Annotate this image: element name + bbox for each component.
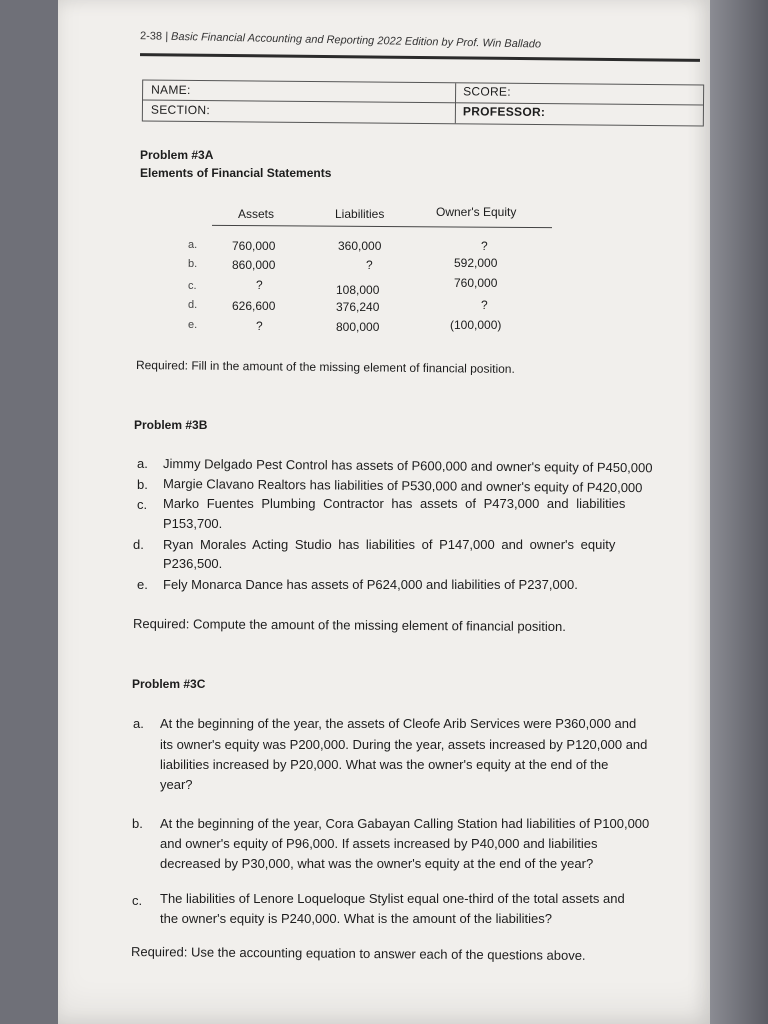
section-field-label: SECTION:: [150, 102, 211, 118]
item-letter: a.: [137, 456, 148, 471]
equity-value: 760,000: [454, 276, 498, 290]
item-text-line: decreased by P30,000, what was the owner's equity at the end of the year?: [160, 856, 594, 871]
liabilities-value: 800,000: [336, 320, 380, 334]
item-text-line: liabilities increased by P20,000. What was the owner's equity at the end of the: [160, 757, 609, 772]
required-text: Compute the amount of the missing element of financial position.: [192, 616, 566, 635]
required-text: Use the accounting equation to answer each of the questions above.: [190, 944, 586, 963]
item-text-line: Ryan Morales Acting Studio has liabilities of P147,000 and owner's equity: [163, 537, 616, 552]
item-text-line: Marko Fuentes Plumbing Contractor has assets of P473,000 and liabilities: [163, 496, 626, 511]
liabilities-value: ?: [366, 258, 373, 272]
row-letter: c.: [188, 280, 197, 292]
assets-value: 860,000: [232, 258, 276, 272]
item-letter: a.: [133, 716, 144, 731]
item-text-line: year?: [160, 777, 193, 792]
equity-value: ?: [481, 239, 488, 253]
required-label: Required:: [135, 358, 189, 373]
problem-3b-title: Problem #3B: [134, 418, 208, 432]
assets-value: 760,000: [232, 239, 276, 253]
item-text-line: At the beginning of the year, the assets of Cleofe Arib Services were P360,000 and: [160, 716, 637, 731]
item-text-line: P153,700.: [163, 516, 223, 531]
equity-value: (100,000): [450, 318, 502, 332]
item-text-line: and owner's equity of P96,000. If assets increased by P40,000 and liabilities: [160, 836, 598, 851]
item-text-line: Margie Clavano Realtors has liabilities of P530,000 and owner's equity of P420,000: [162, 476, 643, 496]
liabilities-value: 360,000: [338, 239, 382, 253]
col-header-equity: Owner's Equity: [436, 205, 517, 219]
name-field-label: NAME:: [151, 82, 191, 97]
required-label: Required:: [132, 616, 190, 632]
header-separator: |: [165, 30, 169, 43]
row-letter: e.: [188, 319, 198, 331]
item-letter: b.: [132, 816, 143, 831]
item-text-line: At the beginning of the year, Cora Gabayan Calling Station had liabilities of P100,000: [160, 816, 650, 831]
item-text-line: the owner's equity is P240,000. What is the amount of the liabilities?: [160, 911, 552, 926]
problem-3b-required: [133, 616, 566, 634]
item-text-line: Jimmy Delgado Pest Control has assets of P600,000 and owner's equity of P450,000: [162, 456, 653, 476]
row-letter: d.: [188, 299, 198, 311]
item-text-line: P236,500.: [163, 556, 223, 571]
item-text-line: Fely Monarca Dance has assets of P624,000 and liabilities of P237,000.: [163, 577, 578, 592]
page-edge-shadow: [710, 0, 768, 1024]
professor-field-label: PROFESSOR:: [462, 104, 546, 120]
col-header-liabilities: Liabilities: [335, 207, 385, 221]
problem-3c-title: Problem #3C: [132, 677, 206, 691]
equity-value: ?: [481, 298, 488, 312]
required-text: Fill in the amount of the missing element of financial position.: [191, 358, 515, 376]
problem-3a-title: Problem #3A: [140, 148, 214, 162]
liabilities-value: 108,000: [336, 283, 380, 297]
item-letter: e.: [137, 577, 148, 592]
row-letter: b.: [188, 258, 198, 270]
info-box-divider-h: [143, 100, 703, 106]
item-letter: c.: [132, 893, 143, 908]
info-box-divider-v: [455, 83, 456, 123]
item-text-line: its owner's equity was P200,000. During the year, assets increased by P120,000 and: [160, 737, 648, 752]
required-label: Required:: [130, 944, 188, 960]
student-info-box: [142, 80, 704, 127]
item-letter: d.: [133, 537, 144, 552]
assets-value: ?: [256, 278, 263, 292]
item-letter: b.: [137, 477, 148, 492]
assets-value: ?: [256, 319, 263, 333]
liabilities-value: 376,240: [336, 300, 380, 314]
score-field-label: SCORE:: [463, 84, 511, 99]
row-letter: a.: [188, 239, 198, 251]
equity-value: 592,000: [454, 256, 498, 270]
book-title: Basic Financial Accounting and Reporting 2022 Edition by Prof. Win Ballado: [170, 30, 542, 51]
assets-value: 626,600: [232, 299, 276, 313]
problem-3a-subtitle: Elements of Financial Statements: [140, 166, 332, 180]
item-text-line: The liabilities of Lenore Loqueloque Stylist equal one-third of the total assets and: [160, 891, 625, 906]
page-number: 2-38: [139, 30, 163, 43]
col-header-assets: Assets: [238, 207, 275, 221]
item-letter: c.: [137, 497, 148, 512]
